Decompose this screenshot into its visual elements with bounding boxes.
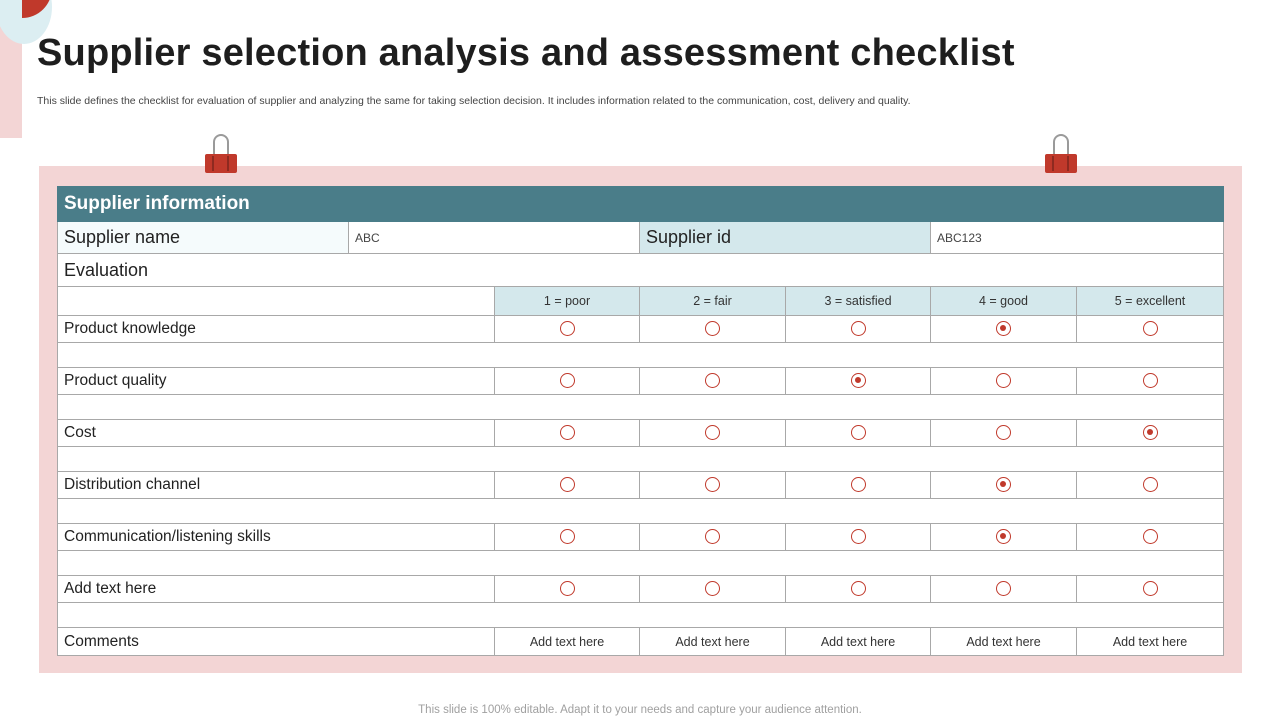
binder-clip-icon [204,134,238,176]
scale-row [58,287,1224,316]
rating-cell [640,576,786,603]
spacer-row [58,343,1224,368]
supplier-info-row [58,222,1224,254]
comment-cell[interactable]: Add text here [495,628,640,656]
rating-cell [786,524,931,551]
radio-empty-icon[interactable] [996,581,1011,596]
spacer-cell [58,499,1224,524]
checklist-table [57,186,1224,656]
rating-cell [640,420,786,447]
spacer-row [58,395,1224,420]
supplier-information-header: Supplier information [58,187,1224,222]
spacer-row [58,551,1224,576]
radio-empty-icon[interactable] [560,373,575,388]
radio-selected-icon[interactable] [851,373,866,388]
table-header-row [58,187,1224,222]
radio-empty-icon[interactable] [1143,581,1158,596]
criterion-label: Product knowledge [58,316,495,343]
comment-cell[interactable]: Add text here [640,628,786,656]
rating-cell [931,524,1077,551]
radio-empty-icon[interactable] [705,581,720,596]
criterion-row [58,524,1224,551]
radio-empty-icon[interactable] [705,425,720,440]
radio-empty-icon[interactable] [560,529,575,544]
evaluation-label: Evaluation [58,254,1224,287]
criterion-label: Cost [58,420,495,447]
radio-empty-icon[interactable] [851,581,866,596]
criterion-label: Add text here [58,576,495,603]
rating-cell [931,472,1077,499]
radio-empty-icon[interactable] [560,477,575,492]
rating-cell [786,316,931,343]
radio-empty-icon[interactable] [1143,529,1158,544]
radio-empty-icon[interactable] [705,321,720,336]
radio-empty-icon[interactable] [996,425,1011,440]
rating-cell [640,316,786,343]
rating-cell [786,420,931,447]
criterion-row [58,420,1224,447]
criterion-row [58,472,1224,499]
scale-label: 4 = good [931,287,1077,316]
rating-cell [495,524,640,551]
slide-footer: This slide is 100% editable. Adapt it to your needs and capture your audience attention. [418,704,862,716]
radio-selected-icon[interactable] [996,321,1011,336]
rating-cell [1077,524,1224,551]
criterion-row [58,368,1224,395]
scale-empty-cell [58,287,495,316]
comments-row [58,628,1224,656]
slide-title: Supplier selection analysis and assessment checklist [37,32,1015,74]
criterion-row [58,576,1224,603]
rating-cell [931,576,1077,603]
spacer-cell [58,395,1224,420]
radio-empty-icon[interactable] [996,373,1011,388]
scale-label: 3 = satisfied [786,287,931,316]
supplier-name-label: Supplier name [58,222,349,254]
radio-empty-icon[interactable] [1143,373,1158,388]
radio-empty-icon[interactable] [705,477,720,492]
rating-cell [1077,576,1224,603]
spacer-cell [58,447,1224,472]
spacer-cell [58,343,1224,368]
radio-empty-icon[interactable] [705,373,720,388]
radio-empty-icon[interactable] [560,321,575,336]
radio-empty-icon[interactable] [1143,321,1158,336]
scale-label: 1 = poor [495,287,640,316]
radio-empty-icon[interactable] [851,477,866,492]
comment-cell[interactable]: Add text here [931,628,1077,656]
supplier-id-value[interactable]: ABC123 [931,222,1224,254]
scale-label: 2 = fair [640,287,786,316]
rating-cell [931,368,1077,395]
criterion-row [58,316,1224,343]
spacer-row [58,447,1224,472]
criteria-body [58,316,1224,628]
comment-cell[interactable]: Add text here [1077,628,1224,656]
spacer-row [58,603,1224,628]
rating-cell [495,368,640,395]
radio-selected-icon[interactable] [1143,425,1158,440]
criterion-label: Product quality [58,368,495,395]
slide-subtitle: This slide defines the checklist for evaluation of supplier and analyzing the same for taking selection decision. It includes information related to the communication, cost, delivery and quality. [37,95,911,107]
radio-selected-icon[interactable] [996,529,1011,544]
comments-label: Comments [58,628,495,656]
rating-cell [495,420,640,447]
spacer-cell [58,551,1224,576]
rating-cell [1077,420,1224,447]
radio-selected-icon[interactable] [996,477,1011,492]
rating-cell [640,472,786,499]
rating-cell [640,368,786,395]
rating-cell [931,316,1077,343]
radio-empty-icon[interactable] [851,425,866,440]
evaluation-row [58,254,1224,287]
rating-cell [1077,316,1224,343]
radio-empty-icon[interactable] [560,581,575,596]
rating-cell [1077,472,1224,499]
rating-cell [495,576,640,603]
radio-empty-icon[interactable] [1143,477,1158,492]
radio-empty-icon[interactable] [705,529,720,544]
rating-cell [786,368,931,395]
scale-label: 5 = excellent [1077,287,1224,316]
spacer-row [58,499,1224,524]
binder-clip-icon [1044,134,1078,176]
rating-cell [495,316,640,343]
rating-cell [640,524,786,551]
rating-cell [786,576,931,603]
supplier-name-value[interactable]: ABC [349,222,640,254]
comment-cell[interactable]: Add text here [786,628,931,656]
criterion-label: Distribution channel [58,472,495,499]
rating-cell [495,472,640,499]
radio-empty-icon[interactable] [560,425,575,440]
rating-cell [1077,368,1224,395]
criterion-label: Communication/listening skills [58,524,495,551]
rating-cell [786,472,931,499]
supplier-id-label: Supplier id [640,222,931,254]
radio-empty-icon[interactable] [851,529,866,544]
radio-empty-icon[interactable] [851,321,866,336]
spacer-cell [58,603,1224,628]
rating-cell [931,420,1077,447]
